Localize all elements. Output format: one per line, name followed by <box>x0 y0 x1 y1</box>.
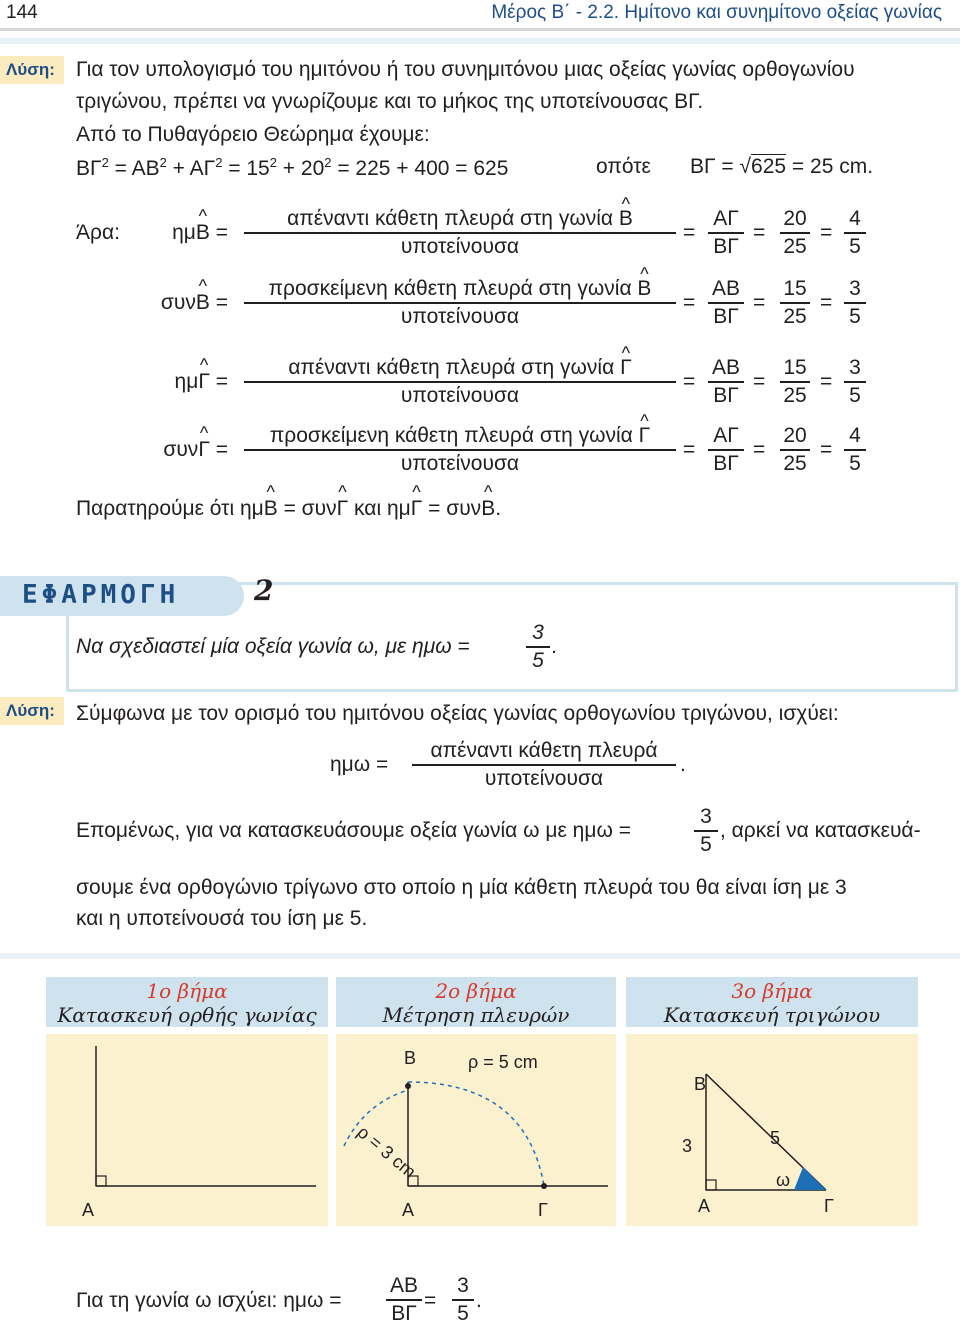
ratio-simplified-fraction: 3 5 <box>844 276 866 330</box>
sine-definition-period: . <box>680 753 686 776</box>
header-divider-blue <box>0 38 960 44</box>
radius-3-label: ρ = 3 cm <box>353 1121 420 1182</box>
point-B-label: Β <box>404 1048 417 1068</box>
equals-sign: = <box>820 438 833 461</box>
point-G-label: Γ <box>824 1196 834 1216</box>
point-G-label: Γ <box>538 1200 548 1220</box>
solution2-line: και η υποτείνουσά του ίση με 5. <box>76 907 368 930</box>
solution-label: Λύση: <box>0 697 64 725</box>
application-fraction: 3 5 <box>526 620 550 674</box>
equals-sign: = <box>820 291 833 314</box>
equals-sign: = <box>820 221 833 244</box>
step1-figure <box>46 1034 328 1226</box>
solution2-line: , αρκεί να κατασκευά- <box>720 819 921 842</box>
observation-line: Παρατηρούμε ότι ημ^ Β = συν^ Γ και ημ^ Γ = συν^ Β. <box>76 497 501 521</box>
pythagoras-equation: $B\Gamma^2 = AB^2 + A\Gamma^2 = 15^2 + 20^2 = 225 + 400 = 625$ <box>76 155 509 180</box>
ara-label: Άρα: <box>76 221 120 244</box>
ratio-simplified-fraction: 4 5 <box>844 206 866 260</box>
opote-word: οπότε <box>596 155 651 178</box>
point-A-label: Α <box>698 1196 711 1216</box>
equals-sign: = <box>683 370 696 393</box>
ratio-definition-fraction: προσκείμενη κάθετη πλευρά στη γωνία ^ Β υποτείνουσα <box>244 276 676 330</box>
step1-panel <box>46 1034 328 1226</box>
solution2-line: Σύμφωνα με τον ορισμό του ημιτόνου οξείας γωνίας ορθογωνίου τριγώνου, ισχύει: <box>76 702 839 725</box>
step1-header: 1ο βήμα Κατασκευή ορθής γωνίας <box>46 977 328 1027</box>
equals-sign: = <box>683 291 696 314</box>
sqrt-symbol: √ <box>739 155 752 178</box>
ratio-numeric-fraction: 20 25 <box>780 423 810 477</box>
ratio-definition-fraction: απέναντι κάθετη πλευρά στη γωνία ^ Γ υποτείνουσα <box>244 355 676 409</box>
radius-5-label: ρ = 5 cm <box>468 1052 538 1072</box>
equals-sign: = <box>753 221 766 244</box>
final-eq: = <box>424 1289 437 1312</box>
page-number: 144 <box>6 2 38 23</box>
application-number: 2 <box>254 574 274 607</box>
ratio-definition-fraction: απέναντι κάθετη πλευρά στη γωνία ^ Β υποτείνουσα <box>244 206 676 260</box>
solution-text-line: Από το Πυθαγόρειο Θεώρημα έχουμε: <box>76 123 430 146</box>
ratio-function: συν^ Γ = <box>163 438 228 462</box>
solution2-fraction: 3 5 <box>694 804 718 858</box>
page-title: Μέρος Β΄ - 2.2. Ημίτονο και συνημίτονο οξείας γωνίας <box>491 2 942 23</box>
step3-panel <box>626 1034 918 1226</box>
ratio-sides-fraction: ΑΓ ΒΓ <box>708 206 744 260</box>
application-period: . <box>552 635 558 658</box>
sine-definition-left: ημω = <box>330 753 389 776</box>
application-task: Να σχεδιαστεί μία οξεία γωνία ω, με ημω = <box>76 635 470 658</box>
final-fraction-2: 3 5 <box>452 1273 474 1323</box>
side-5-label: 5 <box>770 1128 781 1148</box>
final-period: . <box>476 1289 482 1312</box>
step3-header: 3ο βήμα Κατασκευή τριγώνου <box>626 977 918 1027</box>
solution-text-line: τριγώνου, πρέπει να γνωρίζουμε και το μήκος της υποτείνουσας ΒΓ. <box>76 90 704 113</box>
step2-header: 2ο βήμα Μέτρηση πλευρών <box>336 977 616 1027</box>
equals-sign: = <box>683 221 696 244</box>
section-divider <box>0 953 960 959</box>
final-line: Για τη γωνία ω ισχύει: ημω = <box>76 1289 342 1312</box>
ratio-definition-fraction: προσκείμενη κάθετη πλευρά στη γωνία ^ Γ υποτείνουσα <box>244 423 676 477</box>
point-A-label: Α <box>82 1200 95 1220</box>
angle-omega-label: ω <box>776 1170 791 1190</box>
ratio-numeric-fraction: 15 25 <box>780 276 810 330</box>
equals-sign: = <box>683 438 696 461</box>
ratio-function: ημ^ Γ = <box>175 370 228 394</box>
ratio-function: συν^ Β = <box>161 291 228 315</box>
sine-definition-fraction: απέναντι κάθετη πλευρά υποτείνουσα <box>412 738 676 792</box>
step3-figure <box>626 1034 918 1226</box>
header-divider <box>0 28 960 31</box>
final-fraction: ΑΒ ΒΓ <box>386 1273 422 1323</box>
equals-sign: = <box>753 370 766 393</box>
point-A-label: Α <box>402 1200 415 1220</box>
equals-sign: = <box>753 438 766 461</box>
equals-sign: = <box>820 370 833 393</box>
point-B-label: Β <box>694 1074 707 1094</box>
ratio-numeric-fraction: 15 25 <box>780 355 810 409</box>
side-3-label: 3 <box>682 1136 693 1156</box>
ratio-numeric-fraction: 20 25 <box>780 206 810 260</box>
step2-panel <box>336 1034 616 1226</box>
application-title: ΕΦΑΡΜΟΓΗ <box>22 580 180 610</box>
ratio-function: ημ^ Β = <box>172 221 228 245</box>
step2-figure <box>336 1034 616 1226</box>
solution2-line: σουμε ένα ορθογώνιο τρίγωνο στο οποίο η μία κάθετη πλευρά του θα είναι ίση με 3 <box>76 876 847 899</box>
solution-text-line: Για τον υπολογισμό του ημιτόνου ή του συνημιτόνου μιας οξείας γωνίας ορθογωνίου <box>76 58 855 81</box>
ratio-sides-fraction: ΑΓ ΒΓ <box>708 423 744 477</box>
ratio-simplified-fraction: 3 5 <box>844 355 866 409</box>
ratio-sides-fraction: ΑΒ ΒΓ <box>708 355 744 409</box>
solution2-line: Επομένως, για να κατασκευάσουμε οξεία γωνία ω με ημω = <box>76 819 631 842</box>
equals-sign: = <box>753 291 766 314</box>
solution-label: Λύση: <box>0 56 64 84</box>
hypotenuse-result: ΒΓ = √625 = 25 cm. <box>690 155 874 178</box>
ratio-sides-fraction: ΑΒ ΒΓ <box>708 276 744 330</box>
ratio-simplified-fraction: 4 5 <box>844 423 866 477</box>
